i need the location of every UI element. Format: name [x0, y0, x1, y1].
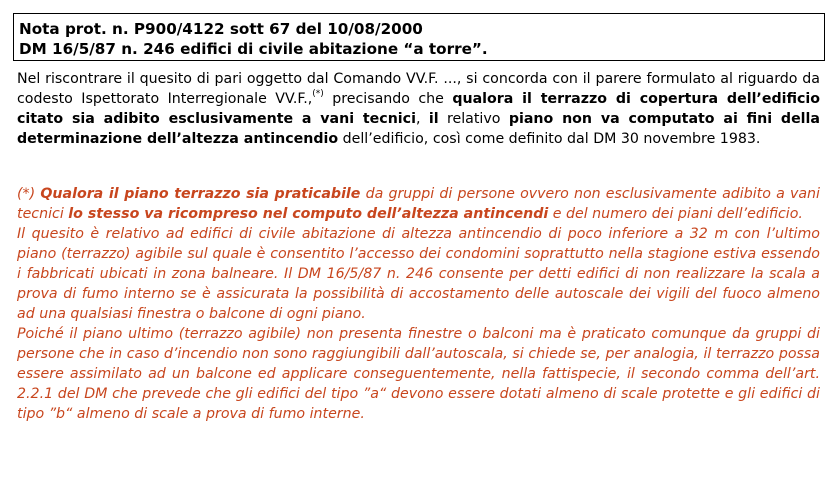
footnote-text-1: da gruppi di persone ovvero non esclusivamente adibito a vani tecnici — [17, 186, 820, 222]
footnote-paragraph-3: Poiché il piano ultimo (terrazzo agibile) non presenta finestre o balconi ma è praticato comunque da gruppi di persone che in caso d’incendio non sono raggiungibili dall’autoscala, si chiede se, per analogia, il terrazzo possa essere assimilato ad un balcone ed applicare conseguentemente, nella fattispecie, il secondo comma dell’art. 2.2.1 del DM che prevede che gli edifici del tipo ”a“ devono essere dotati almeno di scale protette e gli edifici di tipo ”b“ almeno di scale a prova di fumo interne. — [17, 326, 820, 422]
main-paragraph — [17, 69, 820, 149]
footnote-mark: (*) — [17, 186, 41, 202]
footnote-block — [17, 184, 820, 424]
document-header-box — [13, 13, 825, 61]
main-text-5: dell’edificio, così come definito dal DM 30 novembre 1983. — [338, 131, 761, 147]
main-text-2: precisando che — [323, 91, 453, 107]
main-bold-3: piano non va computato ai fini della determinazione dell’altezza antincendio — [17, 111, 820, 147]
main-text-1: Nel riscontrare il quesito di pari oggetto dal Comando VV.F. ..., si concorda con il parere formulato al riguardo da codesto Ispettorato Interregionale VV.F., — [17, 71, 820, 107]
main-bold-1: qualora il terrazzo di copertura dell’edificio citato sia adibito esclusivamente a vani tecnici — [17, 91, 820, 127]
footnote-bold-2: lo stesso va ricompreso nel computo dell’altezza antincendi — [68, 206, 549, 222]
main-text-3: , — [415, 111, 429, 127]
main-text-4: relativo — [438, 111, 509, 127]
footnote-bold-1: Qualora il piano terrazzo sia praticabile — [40, 186, 361, 202]
header-protocol-line: Nota prot. n. P900/4122 sott 67 del 10/08/2000 — [19, 20, 423, 38]
main-bold-2: il — [428, 111, 439, 127]
footnote-text-2: e del numero dei piani dell’edificio. — [548, 206, 803, 222]
header-decree-line: DM 16/5/87 n. 246 edifici di civile abitazione “a torre”. — [19, 40, 488, 58]
footnote-paragraph-1 — [17, 184, 820, 224]
footnote-reference: (*) — [312, 89, 324, 99]
footnote-paragraph-2: Il quesito è relativo ad edifici di civile abitazione di altezza antincendio di poco inferiore a 32 m con l’ultimo piano (terrazzo) agibile sul quale è consentito l’accesso dei condomini soprattutto nella stagione estiva essendo i fabbricati ubicati in zona balneare. Il DM 16/5/87 n. 246 consente per detti edifici di non realizzare la scala a prova di fumo interno se è assicurata la possibilità di accostamento delle autoscale dei vigili del fuoco almeno ad una qualsiasi finestra o balcone di ogni piano. — [17, 226, 820, 322]
